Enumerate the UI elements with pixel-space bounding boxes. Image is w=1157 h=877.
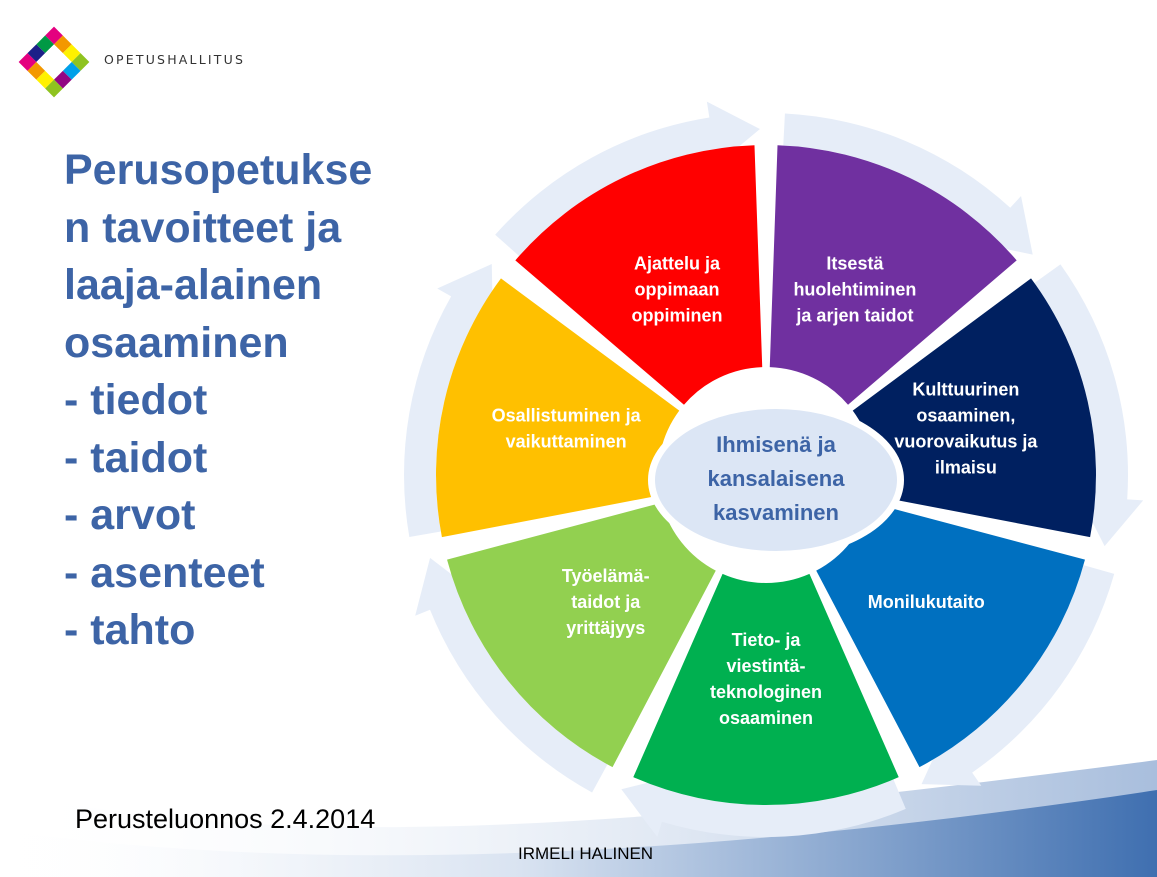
segment-label-line: vuorovaikutus ja	[894, 431, 1038, 452]
segment-label	[562, 566, 650, 638]
title-line: osaaminen	[64, 318, 289, 367]
title-line: Perusopetukse	[64, 146, 373, 194]
segment-label-line: osaaminen	[718, 707, 814, 728]
title-line: - arvot	[64, 491, 196, 539]
segment-label-line: Kulttuurinen	[912, 379, 1020, 400]
center-label-line: kansalaisena	[707, 465, 845, 491]
segment-label-line: huolehtiminen	[793, 279, 917, 300]
title-line: laaja-alainen	[64, 261, 323, 309]
segment-label-line: teknologinen	[710, 681, 822, 702]
segment-label-line: Itsestä	[826, 253, 884, 274]
title-line: n tavoitteet ja	[64, 203, 342, 252]
segment-label	[868, 592, 985, 612]
title-line: - taidot	[64, 433, 208, 482]
segment-label-line: Monilukutaito	[867, 591, 985, 612]
segment-label-line: ilmaisu	[934, 457, 997, 478]
author-label: IRMELI HALINEN	[518, 844, 654, 863]
center-label	[708, 432, 846, 525]
segment-label-line: taidot ja	[571, 591, 641, 612]
center-node	[648, 402, 904, 558]
title-line: - tahto	[64, 606, 196, 654]
segment-label-line: Tieto- ja	[731, 629, 801, 650]
segment-label-line: Osallistuminen ja	[491, 405, 641, 426]
center-label-line: kasvaminen	[713, 499, 839, 525]
segment-label-line: oppiminen	[631, 305, 723, 326]
logo-text: OPETUSHALLITUS	[104, 52, 246, 67]
segment-label-line: Työelämä-	[561, 565, 650, 586]
segment-label-line: oppimaan	[634, 279, 720, 300]
segment-label-line: osaaminen,	[916, 405, 1016, 426]
segment-label-line: viestintä-	[726, 655, 806, 676]
segment-label	[632, 253, 723, 325]
draft-date-label: Perusteluonnos 2.4.2014	[75, 804, 376, 834]
segment-label-line: yrittäjyys	[566, 617, 646, 638]
segment-label-line: ja arjen taidot	[796, 305, 914, 326]
title-line: - asenteet	[64, 548, 265, 597]
segment-label-line: Ajattelu ja	[634, 253, 721, 274]
title-line: - tiedot	[64, 376, 208, 424]
segment-label-line: vaikuttaminen	[505, 431, 627, 452]
center-label-line: Ihmisenä ja	[716, 431, 836, 457]
